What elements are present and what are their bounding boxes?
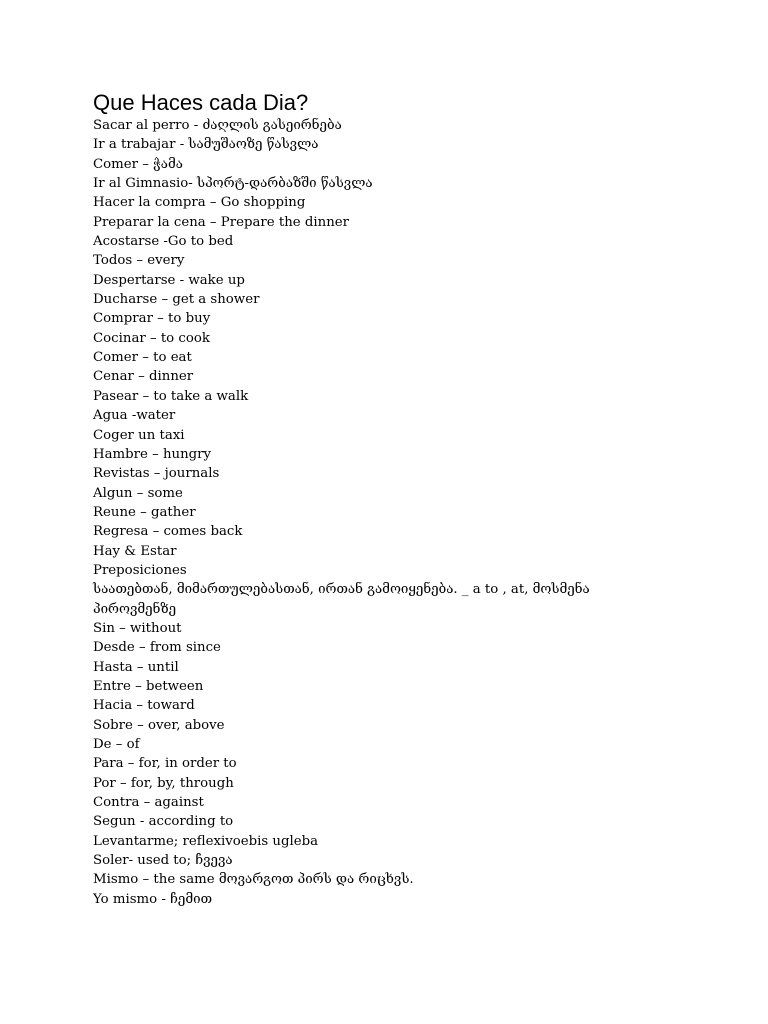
list-item: Sacar al perro - ძაღლის გასეირნება xyxy=(93,118,342,133)
list-item: Comer – ჭამა xyxy=(93,156,183,172)
list-item: Sobre – over, above xyxy=(93,717,225,733)
list-item: Revistas – journals xyxy=(93,466,220,482)
list-item: Por – for, by, through xyxy=(93,775,234,791)
list-item: Hacia – toward xyxy=(93,698,195,714)
list-item: Mismo – the same მოვარგოთ პირს და რიცხვს. xyxy=(93,872,414,888)
list-item: Ducharse – get a shower xyxy=(93,292,260,308)
list-item: Ir al Gimnasio- სპორტ-დარბაზში წასვლა xyxy=(93,176,373,192)
list-item: Contra – against xyxy=(93,795,204,811)
list-item: Sin – without xyxy=(93,620,182,636)
page-title: Que Haces cada Dia? xyxy=(93,90,309,115)
list-item: Hasta – until xyxy=(93,659,179,675)
list-item: Preparar la cena – Prepare the dinner xyxy=(93,214,349,230)
list-item: Desde – from since xyxy=(93,640,221,656)
list-item: Ir a trabajar - სამუშაოზე წასვლა xyxy=(93,137,319,153)
list-item: Pasear – to take a walk xyxy=(93,388,249,404)
list-item: საათებთან, მიმართულებასთან, ირთან გამოიყენება. _ a to , at, მოსმენა პიროვმენზე xyxy=(93,582,590,617)
list-item: Despertarse - wake up xyxy=(93,272,245,288)
list-item: Hambre – hungry xyxy=(93,446,212,462)
list-item: Cocinar – to cook xyxy=(93,330,210,346)
list-item: Coger un taxi xyxy=(93,427,185,443)
list-item: Regresa – comes back xyxy=(93,524,243,540)
list-item: Hay & Estar xyxy=(93,543,177,559)
list-item: Hacer la compra – Go shopping xyxy=(93,195,306,211)
list-item: Levantarme; reflexivoebis ugleba xyxy=(93,833,319,849)
list-item: Agua -water xyxy=(93,408,176,424)
list-item: Acostarse -Go to bed xyxy=(93,234,234,250)
list-item: De – of xyxy=(93,737,140,752)
list-item: Para – for, in order to xyxy=(93,756,237,772)
list-item: Reune – gather xyxy=(93,504,196,520)
list-item: Comprar – to buy xyxy=(93,311,211,327)
list-item: Soler- used to; ჩვევა xyxy=(93,853,233,869)
list-item: Algun – some xyxy=(93,485,183,501)
list-item: Segun - according to xyxy=(93,814,234,830)
list-item: Comer – to eat xyxy=(93,350,192,366)
list-item: Yo mismo - ჩემით xyxy=(93,891,213,907)
list-item: Entre – between xyxy=(93,678,204,694)
list-item: Cenar – dinner xyxy=(93,369,194,385)
list-item: Preposiciones xyxy=(93,562,187,578)
list-item: Todos – every xyxy=(93,253,185,269)
vocabulary-list xyxy=(93,116,733,909)
